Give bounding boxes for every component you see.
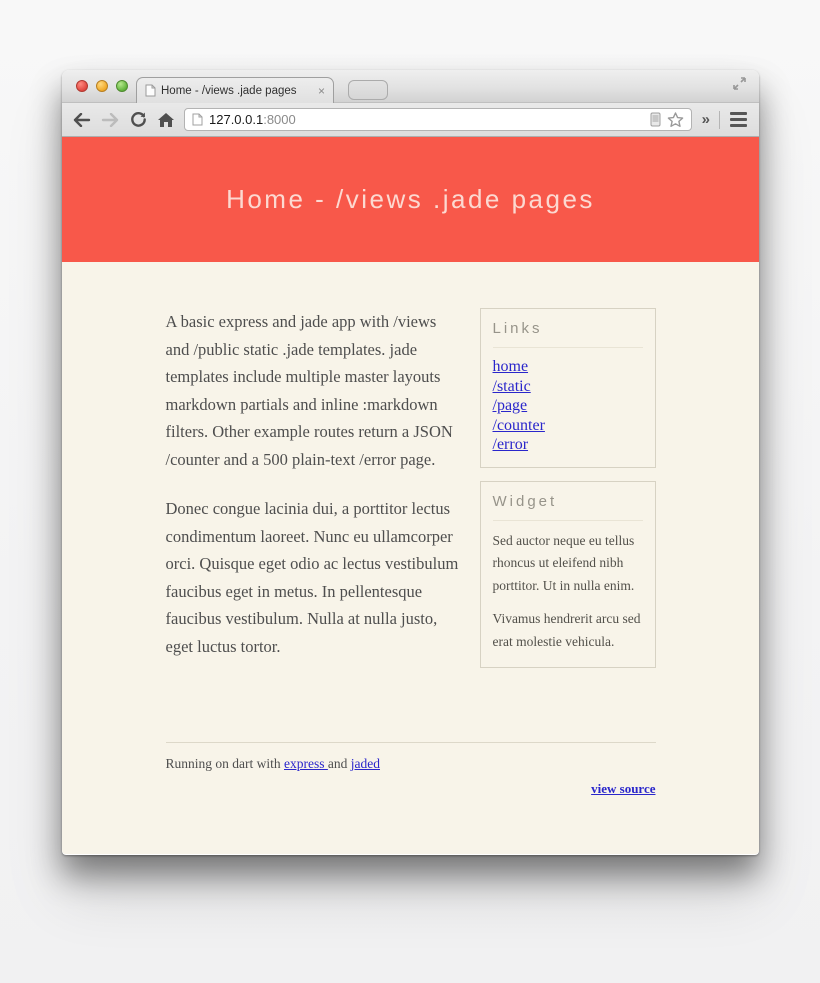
- links-list: [493, 357, 643, 455]
- browser-toolbar: [62, 103, 759, 137]
- link-counter[interactable]: /counter: [492, 416, 545, 434]
- tab-close-icon[interactable]: ×: [317, 83, 325, 98]
- url-page-icon: [192, 113, 203, 126]
- sidebar-column: [480, 308, 656, 682]
- resize-icon[interactable]: [732, 76, 747, 91]
- view-source-link[interactable]: view source: [591, 781, 656, 796]
- links-box: [480, 308, 656, 468]
- page-footer: [166, 742, 656, 797]
- jaded-link[interactable]: jaded: [350, 756, 380, 771]
- page-content: [62, 262, 759, 854]
- link-home[interactable]: home: [492, 358, 529, 375]
- new-tab-button[interactable]: [348, 80, 388, 100]
- url-port: :8000: [263, 112, 296, 127]
- address-bar[interactable]: [184, 108, 692, 131]
- intro-paragraph: A basic express and jade app with /views and /public static .jade templates. jade templates include multiple master layouts markdown partials and inline :markdown filters. Other example routes return a JSON /counter and a 500 plain-text /error page.: [165, 312, 453, 469]
- forward-icon[interactable]: [100, 110, 120, 130]
- widget-text: [493, 530, 643, 654]
- window-titlebar: [62, 70, 759, 103]
- url-text: [209, 112, 296, 127]
- home-icon[interactable]: [156, 110, 176, 130]
- widget-paragraph: Vivamus hendrerit arcu sed erat molestie vehicula.: [492, 611, 641, 649]
- browser-tab[interactable]: [136, 77, 334, 103]
- express-link[interactable]: express: [284, 756, 328, 771]
- toolbar-separator: [719, 111, 720, 129]
- bookmark-star-icon[interactable]: [667, 112, 684, 128]
- toolbar-overflow-icon[interactable]: »: [701, 111, 709, 128]
- window-controls: [76, 80, 128, 92]
- tab-title: Home - /views .jade pages: [161, 84, 297, 97]
- link-static[interactable]: /static: [492, 377, 531, 395]
- link-page[interactable]: /page: [492, 397, 528, 414]
- url-host: 127.0.0.1: [209, 112, 264, 127]
- zoom-window-button[interactable]: [116, 80, 128, 92]
- main-column: [166, 308, 459, 682]
- view-source-row: [166, 781, 656, 797]
- page-title: Home - /views .jade pages: [226, 184, 595, 214]
- widget-box-title: Widget: [493, 493, 643, 521]
- links-box-title: Links: [493, 320, 643, 348]
- footer-text-middle: and: [327, 756, 351, 771]
- link-error[interactable]: /error: [492, 436, 529, 453]
- extension-icon[interactable]: [650, 112, 661, 127]
- footer-credit-line: [166, 756, 656, 772]
- minimize-window-button[interactable]: [96, 80, 108, 92]
- page-icon: [145, 84, 156, 97]
- site-header: [62, 137, 759, 262]
- browser-window: [62, 70, 759, 855]
- close-window-button[interactable]: [76, 80, 88, 92]
- widget-box: [480, 481, 656, 669]
- reload-icon[interactable]: [128, 110, 148, 130]
- lorem-paragraph: Donec congue lacinia dui, a porttitor lectus condimentum laoreet. Nunc eu ullamcorper orci. Quisque eget odio ac lectus vestibulum faucibus eget in metus. In pellentesque faucibus vestibulum. Nulla at nulla justo, eget luctus tortor.: [165, 499, 459, 656]
- menu-icon[interactable]: [728, 110, 749, 129]
- back-icon[interactable]: [72, 110, 92, 130]
- footer-text-prefix: Running on dart with: [165, 756, 284, 771]
- widget-paragraph: Sed auctor neque eu tellus rhoncus ut eleifend nibh porttitor. Ut in nulla enim.: [492, 532, 635, 593]
